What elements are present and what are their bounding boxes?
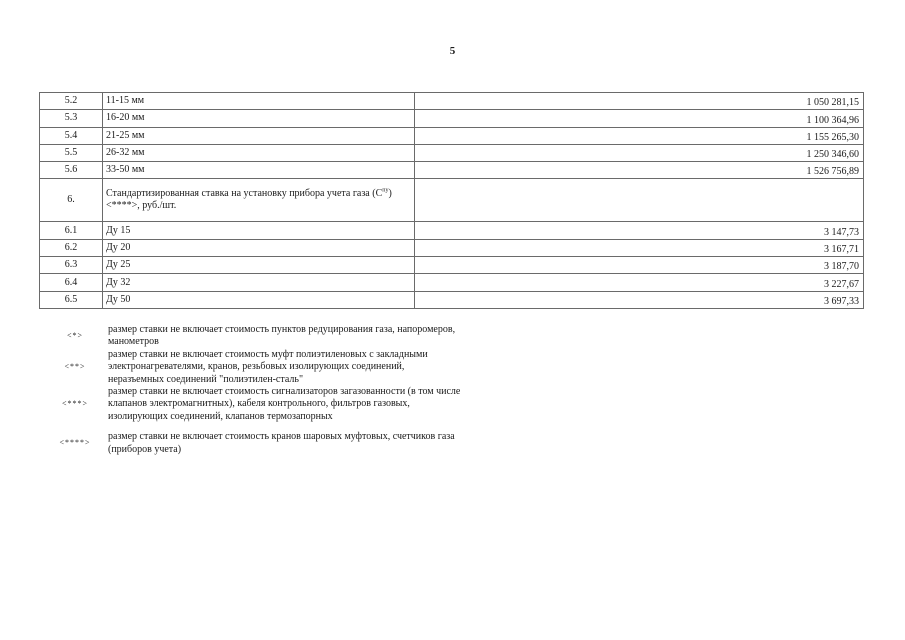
row-number: 6.2 [40, 239, 103, 256]
table-row [40, 274, 864, 291]
footnote [42, 386, 462, 423]
row-value: 3 187,70 [415, 257, 864, 274]
row-value: 1 050 281,15 [415, 93, 864, 110]
section-value [415, 179, 864, 222]
section-name-suffix: ) <****>, руб./шт. [106, 188, 392, 212]
row-value: 3 167,71 [415, 239, 864, 256]
row-name: 26-32 мм [103, 144, 415, 161]
footnote [42, 324, 462, 349]
row-number: 6.3 [40, 257, 103, 274]
table-row [40, 144, 864, 161]
table-row [40, 162, 864, 179]
table-row [40, 257, 864, 274]
row-value: 1 155 265,30 [415, 127, 864, 144]
footnote [42, 349, 462, 386]
row-name: Ду 15 [103, 222, 415, 239]
section-name-superscript: пу [382, 188, 389, 195]
section-name-text: Стандартизированная ставка на установку прибора учета газа (С [106, 188, 383, 200]
row-name: 16-20 мм [103, 110, 415, 127]
table-row [40, 291, 864, 308]
footnote-text: размер ставки не включает стоимость сигнализаторов загазованности (в том числе клапанов электромагнитных), кабеля контрольного, фильтров газовых, изолирующих соединений, клапанов термозапорных [108, 386, 461, 422]
footnote-text: размер ставки не включает стоимость кранов шаровых муфтовых, счетчиков газа (приборов учета) [108, 431, 455, 455]
footnote-mark: <*> [66, 331, 84, 341]
row-number: 6.4 [40, 274, 103, 291]
table-row [40, 93, 864, 110]
section-name [103, 179, 415, 222]
row-number: 5.4 [40, 127, 103, 144]
row-number: 5.6 [40, 162, 103, 179]
row-number: 5.2 [40, 93, 103, 110]
row-name: Ду 20 [103, 239, 415, 256]
page-number: 5 [449, 45, 456, 57]
row-value: 3 697,33 [415, 291, 864, 308]
row-name: Ду 25 [103, 257, 415, 274]
table-row-section-6 [40, 179, 864, 222]
row-value: 1 250 346,60 [415, 144, 864, 161]
row-name: Ду 32 [103, 274, 415, 291]
footnote [42, 431, 462, 456]
row-number: 5.3 [40, 110, 103, 127]
footnote-mark: <**> [64, 362, 86, 372]
table-row [40, 239, 864, 256]
footnote-text: размер ставки не включает стоимость пунктов редуцирования газа, напоромеров, манометров [108, 324, 456, 348]
row-value: 1 526 756,89 [415, 162, 864, 179]
row-value: 3 227,67 [415, 274, 864, 291]
row-number: 5.5 [40, 144, 103, 161]
row-value: 1 100 364,96 [415, 110, 864, 127]
row-name: Ду 50 [103, 291, 415, 308]
row-name: 21-25 мм [103, 127, 415, 144]
footnote-mark: <***> [61, 399, 89, 409]
table-row [40, 110, 864, 127]
row-value: 3 147,73 [415, 222, 864, 239]
table-row [40, 222, 864, 239]
section-number: 6. [40, 179, 103, 222]
rates-table [39, 92, 864, 309]
row-number: 6.5 [40, 291, 103, 308]
footnote-text: размер ставки не включает стоимость муфт полиэтиленовых с закладными электронагревателями, кранов, резьбовых изолирующих соединений, неразъемных соединений "полиэтилен-сталь" [108, 348, 428, 385]
table-row [40, 127, 864, 144]
footnote-mark: <****> [59, 438, 91, 448]
row-number: 6.1 [40, 222, 103, 239]
row-name: 33-50 мм [103, 162, 415, 179]
footnotes [42, 324, 462, 456]
row-name: 11-15 мм [103, 93, 415, 110]
